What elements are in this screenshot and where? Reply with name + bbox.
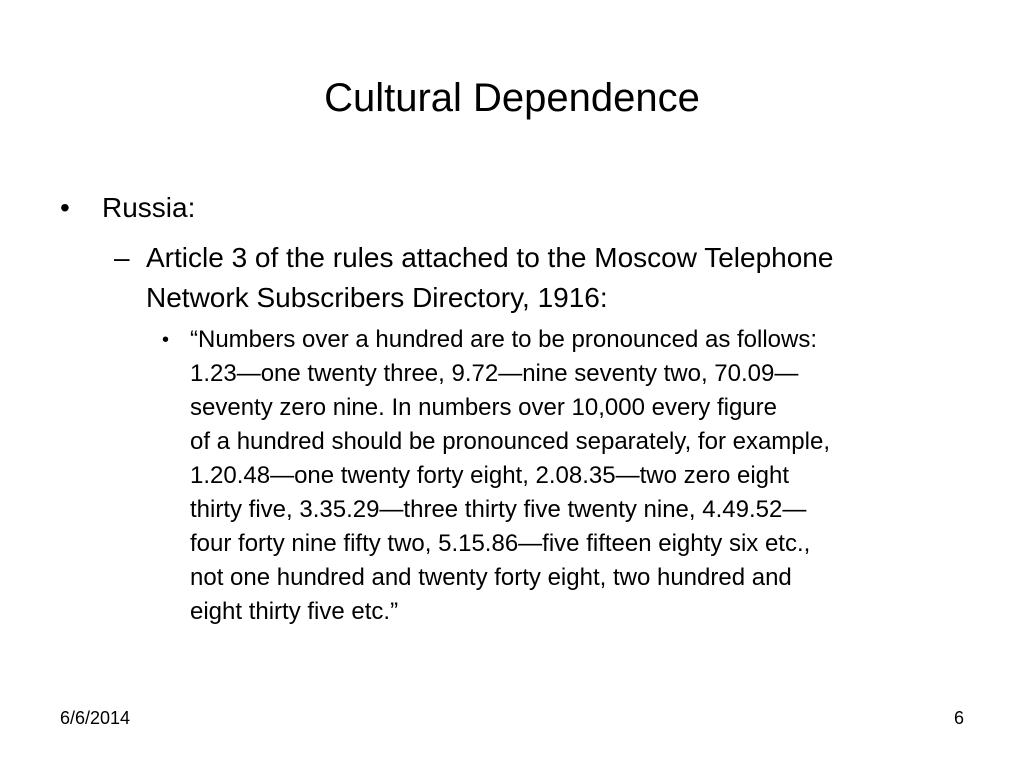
footer-page-number: 6 xyxy=(953,708,964,728)
footer-date: 6/6/2014 xyxy=(60,708,131,728)
bullet-dot-icon: • xyxy=(60,192,70,223)
quote-line: 1.20.48—one twenty forty eight, 2.08.35—two zero eight xyxy=(190,462,790,489)
bullet-level-3 xyxy=(158,323,958,629)
bullet-level-3-text xyxy=(190,323,958,629)
quote-line: “Numbers over a hundred are to be pronounced as follows: xyxy=(190,326,818,353)
bullet-small-dot-icon: • xyxy=(162,329,170,351)
quote-line: four forty nine fifty two, 5.15.86—five fifteen eighty six etc., xyxy=(190,530,811,557)
quote-line: thirty five, 3.35.29—three thirty five twenty nine, 4.49.52— xyxy=(190,496,807,523)
quote-line: 1.23—one twenty three, 9.72—nine seventy two, 70.09— xyxy=(190,360,799,387)
bullet-level-2 xyxy=(114,238,914,318)
bullet-level-1-text: Russia: xyxy=(102,192,196,223)
quote-line: eight thirty five etc.” xyxy=(190,598,399,625)
bullet-level-2-text: Article 3 of the rules attached to the Moscow Telephone Network Subscribers Directory, 1916: xyxy=(146,242,834,313)
bullet-dash-icon: – xyxy=(114,242,130,273)
bullet-level-1 xyxy=(58,190,195,226)
quote-line: not one hundred and twenty forty eight, two hundred and xyxy=(190,564,792,591)
quote-line: of a hundred should be pronounced separately, for example, xyxy=(190,428,830,455)
slide-title: Cultural Dependence xyxy=(324,76,700,120)
quote-line: seventy zero nine. In numbers over 10,000 every figure xyxy=(190,394,777,421)
